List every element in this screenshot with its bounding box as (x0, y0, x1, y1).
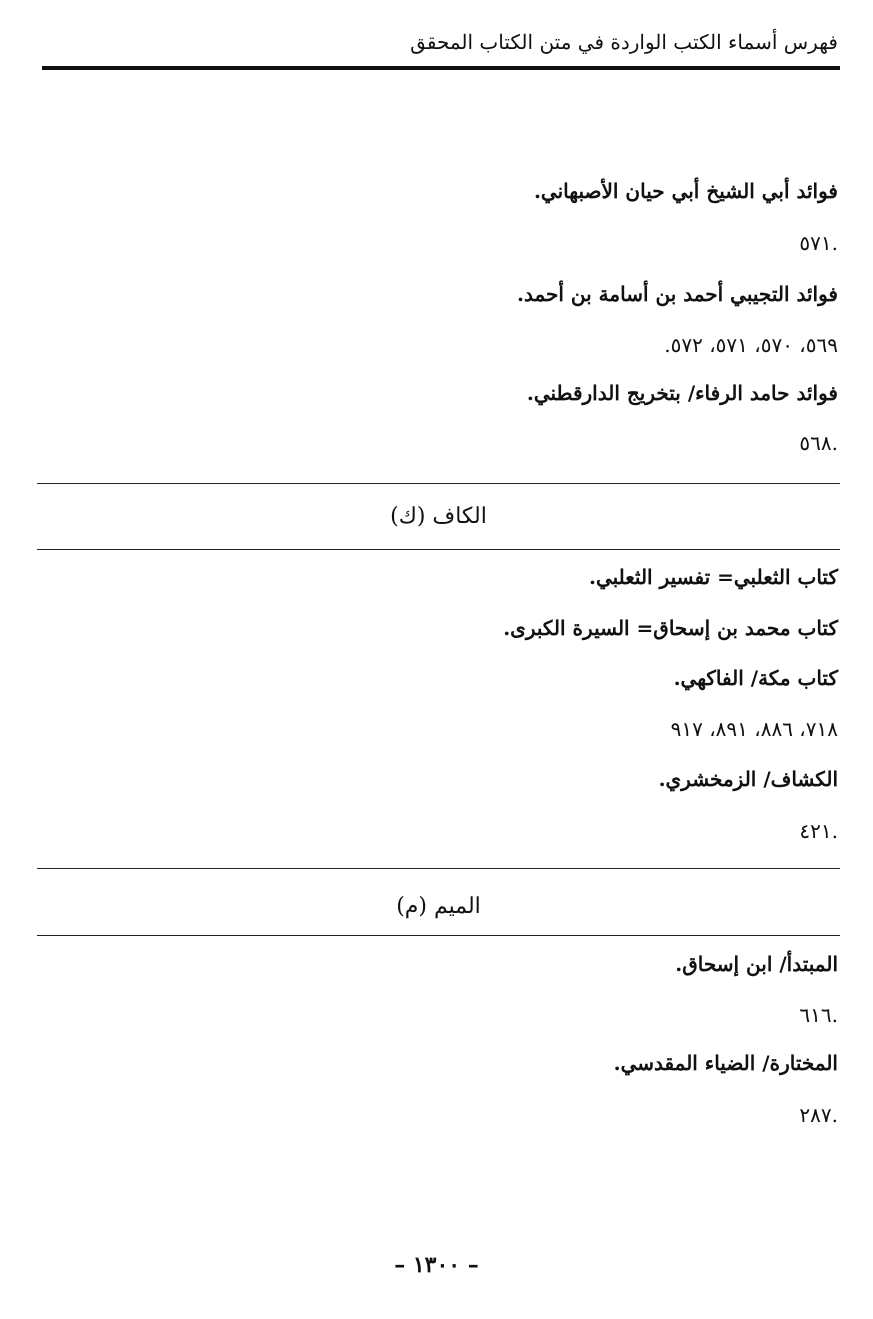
entry-title: كتاب الثعلبي= تفسير الثعلبي. (588, 565, 838, 589)
entry-title: فوائد التجيبي أحمد بن أسامة بن أحمد. (517, 282, 838, 306)
section-heading-kaf: الكاف (ك) (390, 504, 487, 529)
section-rule-top (37, 868, 840, 869)
entry-title: الكشاف/ الزمخشري. (658, 767, 838, 791)
section-rule-top (37, 483, 840, 484)
entry-pages: .٤٢١ (799, 819, 838, 843)
running-title: فهرس أسماء الكتب الواردة في متن الكتاب المحقق (410, 30, 838, 54)
entry-title: كتاب محمد بن إسحاق= السيرة الكبرى. (503, 616, 838, 640)
entry-pages: .٥٦٨ (799, 431, 838, 455)
page-number: – ١٣٠٠ – (394, 1252, 479, 1278)
entry-pages: .٦١٦ (799, 1003, 838, 1027)
entry-pages: .٢٨٧ (799, 1103, 838, 1127)
entry-title: كتاب مكة/ الفاكهي. (673, 666, 838, 690)
section-heading-mim: الميم (م) (396, 894, 481, 919)
entry-title: المختارة/ الضياء المقدسي. (613, 1051, 838, 1075)
entry-pages: .٥٧١ (799, 231, 838, 255)
entry-title: فوائد أبي الشيخ أبي حيان الأصبهاني. (533, 179, 838, 203)
header-rule (42, 66, 840, 70)
entry-title: المبتدأ/ ابن إسحاق. (675, 952, 838, 976)
entry-pages: ٧١٨، ٨٨٦، ٨٩١، ٩١٧ (670, 717, 838, 741)
section-rule-bottom (37, 549, 840, 550)
entry-title: فوائد حامد الرفاء/ بتخريج الدارقطني. (526, 381, 838, 405)
section-rule-bottom (37, 935, 840, 936)
entry-pages: ٥٦٩، ٥٧٠، ٥٧١، ٥٧٢. (664, 333, 838, 357)
